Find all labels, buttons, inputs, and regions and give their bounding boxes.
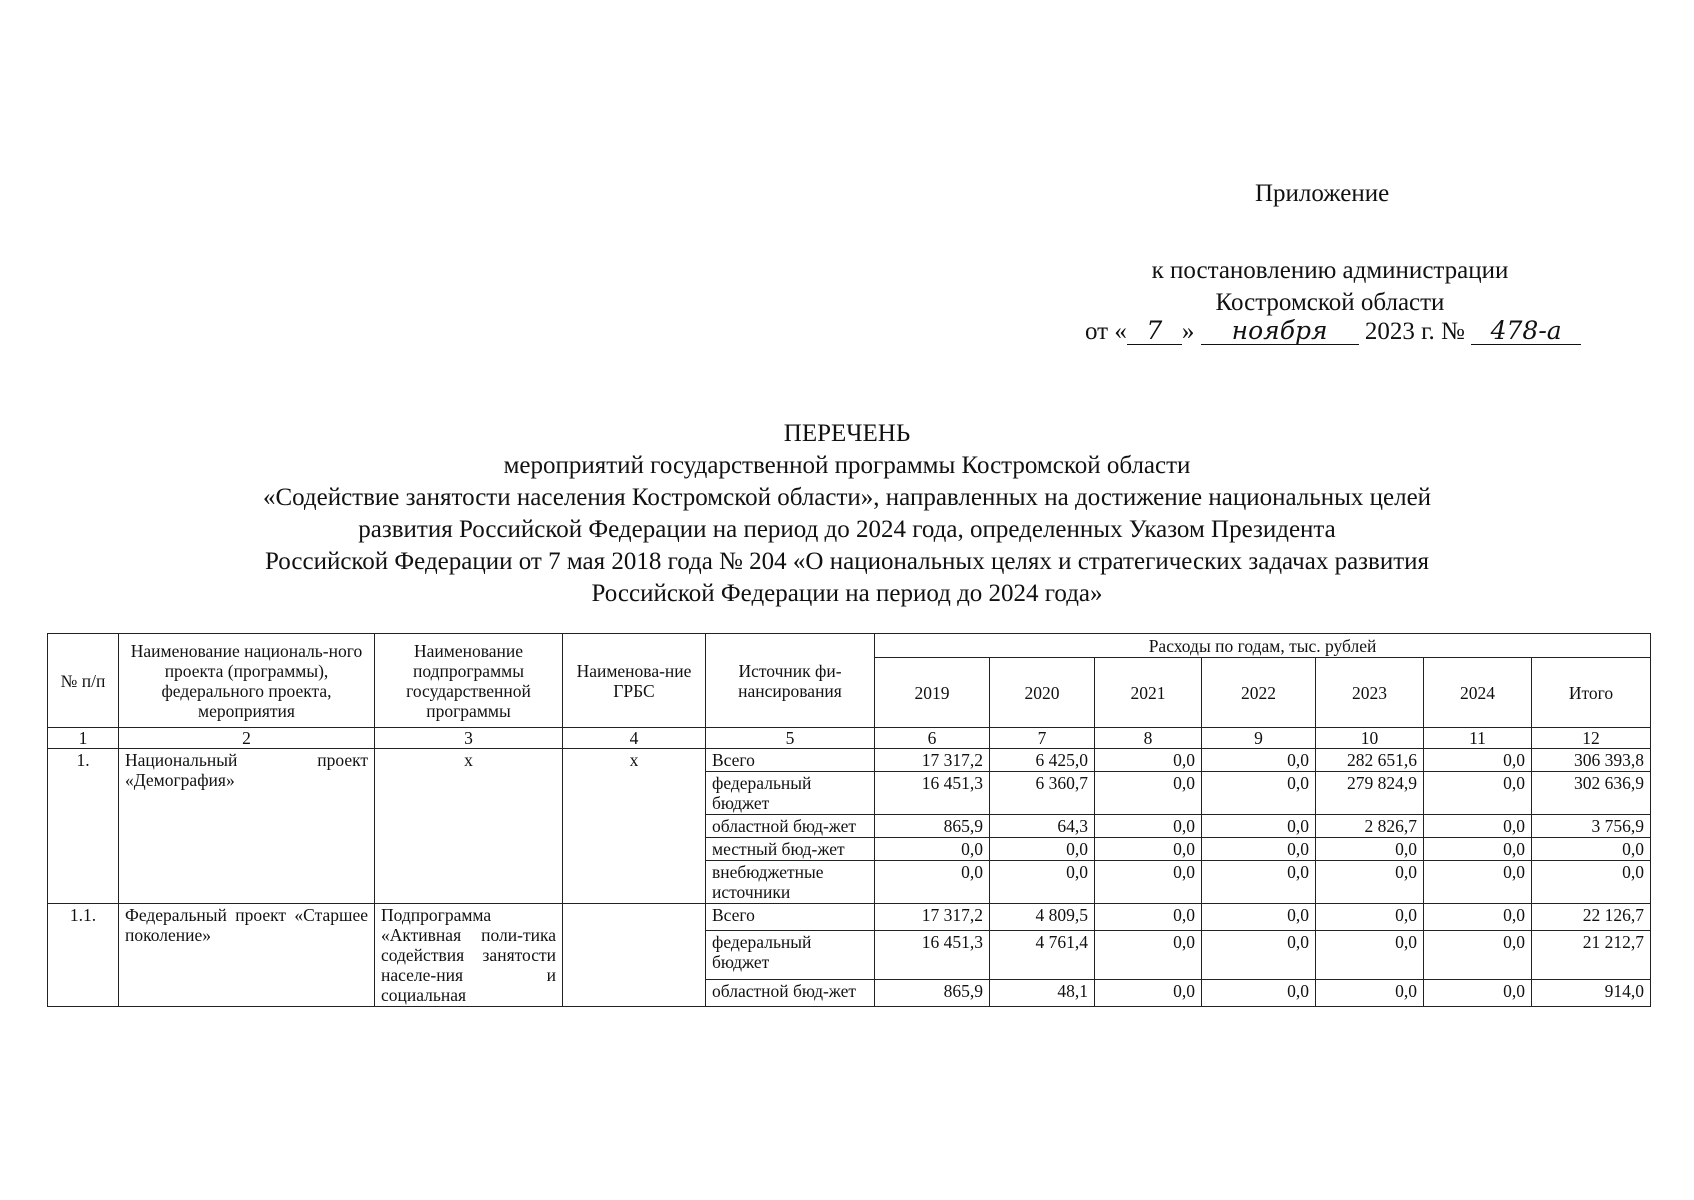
value-2020: 4 761,4 — [990, 930, 1095, 980]
table-row — [48, 904, 1651, 931]
title-heading: ПЕРЕЧЕНЬ — [783, 420, 911, 447]
measures-table — [47, 633, 1651, 1007]
funding-source: областной бюд-жет — [706, 815, 875, 838]
value-2024: 0,0 — [1424, 861, 1532, 904]
column-number: 1 — [48, 728, 119, 749]
header-year-2020: 2020 — [990, 658, 1095, 728]
funding-source: областной бюд-жет — [706, 980, 875, 1007]
column-number-row — [48, 728, 1651, 749]
date-year: 2023 г. № — [1364, 318, 1465, 345]
value-2020: 4 809,5 — [990, 904, 1095, 931]
column-number: 7 — [990, 728, 1095, 749]
funding-source: Всего — [706, 904, 875, 931]
header-source: Источник фи-нансирования — [706, 634, 875, 728]
value-2022: 0,0 — [1202, 980, 1316, 1007]
value-2019: 17 317,2 — [875, 749, 990, 772]
value-2019: 16 451,3 — [875, 930, 990, 980]
value-2020: 48,1 — [990, 980, 1095, 1007]
project-name: Национальный проект «Демография» — [119, 749, 375, 904]
title-line-5: Российской Федерации на период до 2024 года» — [591, 580, 1103, 607]
value-2020: 6 425,0 — [990, 749, 1095, 772]
funding-source: федеральный бюджет — [706, 930, 875, 980]
value-2023: 0,0 — [1316, 904, 1424, 931]
value-2022: 0,0 — [1202, 772, 1316, 815]
grbs-name: х — [563, 749, 706, 904]
value-2021: 0,0 — [1095, 930, 1202, 980]
grbs-name — [563, 904, 706, 1007]
value-2023: 0,0 — [1316, 980, 1424, 1007]
resolution-reference — [1060, 255, 1600, 319]
appendix-label: Приложение — [1255, 180, 1390, 207]
title-line-4: Российской Федерации от 7 мая 2018 года № 204 «О национальных целях и стратегических задачах развития — [264, 548, 1430, 575]
funding-source: внебюджетные источники — [706, 861, 875, 904]
value-2019: 865,9 — [875, 815, 990, 838]
document-title — [0, 418, 1694, 610]
value-2020: 6 360,7 — [990, 772, 1095, 815]
column-number: 11 — [1424, 728, 1532, 749]
funding-source: федеральный бюджет — [706, 772, 875, 815]
header-year-2021: 2021 — [1095, 658, 1202, 728]
value-2019: 17 317,2 — [875, 904, 990, 931]
value-total: 302 636,9 — [1532, 772, 1651, 815]
header-subprogram: Наименование подпрограммы государственной программы — [375, 634, 563, 728]
table-row — [48, 749, 1651, 772]
value-2021: 0,0 — [1095, 861, 1202, 904]
value-2019: 0,0 — [875, 861, 990, 904]
column-number: 6 — [875, 728, 990, 749]
subprogram-name: Подпрограмма «Активная поли-тика содействия занятости населе-ния и социальная — [375, 904, 563, 1007]
header-expenses: Расходы по годам, тыс. рублей — [875, 634, 1651, 658]
value-2021: 0,0 — [1095, 772, 1202, 815]
column-number: 9 — [1202, 728, 1316, 749]
title-line-1: мероприятий государственной программы Костромской области — [503, 452, 1191, 479]
value-2024: 0,0 — [1424, 749, 1532, 772]
value-2021: 0,0 — [1095, 904, 1202, 931]
value-2023: 2 826,7 — [1316, 815, 1424, 838]
value-total: 3 756,9 — [1532, 815, 1651, 838]
header-project: Наименование националь-ного проекта (программы), федерального проекта, мероприятия — [119, 634, 375, 728]
value-total: 0,0 — [1532, 861, 1651, 904]
title-line-2: «Содействие занятости населения Костромской области», направленных на достижение национальных целей — [262, 484, 1432, 511]
value-2023: 282 651,6 — [1316, 749, 1424, 772]
value-2020: 0,0 — [990, 861, 1095, 904]
value-2022: 0,0 — [1202, 749, 1316, 772]
value-2023: 0,0 — [1316, 861, 1424, 904]
funding-source: местный бюд-жет — [706, 838, 875, 861]
header-year-2023: 2023 — [1316, 658, 1424, 728]
header-year-2024: 2024 — [1424, 658, 1532, 728]
row-number: 1. — [48, 749, 119, 904]
value-2022: 0,0 — [1202, 815, 1316, 838]
value-2023: 279 824,9 — [1316, 772, 1424, 815]
column-number: 8 — [1095, 728, 1202, 749]
title-line-3: развития Российской Федерации на период до 2024 года, определенных Указом Президента — [358, 516, 1336, 543]
value-2022: 0,0 — [1202, 861, 1316, 904]
project-name: Федеральный проект «Старшее поколение» — [119, 904, 375, 1007]
resolution-date-line — [1085, 318, 1581, 346]
value-2023: 0,0 — [1316, 838, 1424, 861]
value-total: 914,0 — [1532, 980, 1651, 1007]
value-2020: 0,0 — [990, 838, 1095, 861]
value-2022: 0,0 — [1202, 930, 1316, 980]
reference-line-1: к постановлению администрации — [1151, 257, 1509, 284]
column-number: 2 — [119, 728, 375, 749]
handwritten-doc-number: 478-а — [1471, 318, 1581, 345]
header-year-2022: 2022 — [1202, 658, 1316, 728]
value-2020: 64,3 — [990, 815, 1095, 838]
value-total: 0,0 — [1532, 838, 1651, 861]
header-year-2019: 2019 — [875, 658, 990, 728]
value-2021: 0,0 — [1095, 838, 1202, 861]
value-total: 21 212,7 — [1532, 930, 1651, 980]
subprogram-name: х — [375, 749, 563, 904]
column-number: 4 — [563, 728, 706, 749]
value-2024: 0,0 — [1424, 904, 1532, 931]
handwritten-day: 7 — [1127, 318, 1182, 345]
header-num: № п/п — [48, 634, 119, 728]
value-total: 306 393,8 — [1532, 749, 1651, 772]
header-total: Итого — [1532, 658, 1651, 728]
column-number: 3 — [375, 728, 563, 749]
row-number: 1.1. — [48, 904, 119, 1007]
value-2021: 0,0 — [1095, 749, 1202, 772]
column-number: 10 — [1316, 728, 1424, 749]
date-mid: » — [1181, 318, 1195, 345]
reference-line-2: Костромской области — [1215, 289, 1445, 316]
value-2024: 0,0 — [1424, 930, 1532, 980]
value-2024: 0,0 — [1424, 772, 1532, 815]
value-2021: 0,0 — [1095, 980, 1202, 1007]
value-total: 22 126,7 — [1532, 904, 1651, 931]
value-2024: 0,0 — [1424, 815, 1532, 838]
value-2023: 0,0 — [1316, 930, 1424, 980]
value-2022: 0,0 — [1202, 904, 1316, 931]
value-2022: 0,0 — [1202, 838, 1316, 861]
funding-source: Всего — [706, 749, 875, 772]
column-number: 5 — [706, 728, 875, 749]
value-2019: 865,9 — [875, 980, 990, 1007]
date-prefix: от « — [1085, 318, 1127, 345]
value-2024: 0,0 — [1424, 838, 1532, 861]
value-2024: 0,0 — [1424, 980, 1532, 1007]
value-2021: 0,0 — [1095, 815, 1202, 838]
handwritten-month: ноября — [1201, 318, 1359, 345]
value-2019: 0,0 — [875, 838, 990, 861]
column-number: 12 — [1532, 728, 1651, 749]
value-2019: 16 451,3 — [875, 772, 990, 815]
header-grbs: Наименова-ние ГРБС — [563, 634, 706, 728]
